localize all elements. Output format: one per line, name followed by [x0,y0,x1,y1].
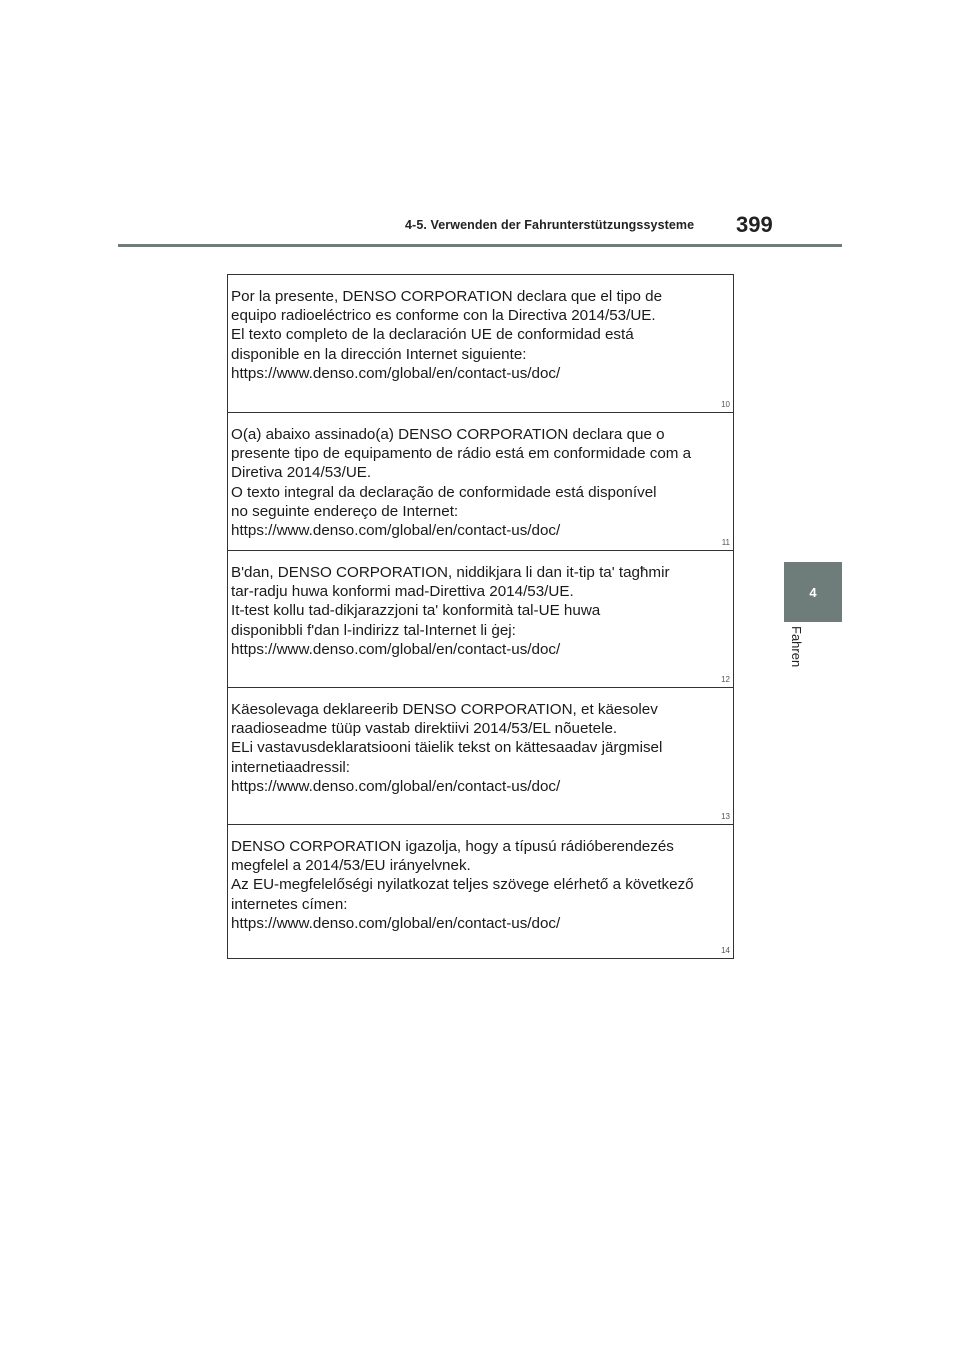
declaration-text: Por la presente, DENSO CORPORATION declara que el tipo de equipo radioeléctrico es conforme con la Directiva 2014/53/UE. El texto completo de la declaración UE de conformidad está disponible en la dirección Internet siguiente: https://www.denso.com/global/en/contact-us/doc/ [231,288,663,382]
declaration-number: 14 [721,946,730,955]
declaration-box-hungarian [228,824,733,958]
declaration-box-portuguese [228,412,733,550]
declaration-number: 13 [721,812,730,821]
declaration-number: 12 [721,675,730,684]
declaration-number: 10 [721,400,730,409]
declaration-box-estonian [228,687,733,824]
declaration-text: O(a) abaixo assinado(a) DENSO CORPORATION declara que o presente tipo de equipamento de rádio está em conformidade com a Diretiva 2014/53/UE. O texto integral da declaração de conformidade está disponível no seguinte endereço de Internet: https://www.denso.com/global/en/contact-us/doc/ [231,426,692,540]
chapter-label: Fahren [789,626,804,668]
header-divider [118,244,842,247]
declaration-box-spanish [228,275,733,412]
declaration-table [227,274,734,959]
chapter-number: 4 [809,584,817,600]
declaration-number: 11 [721,538,730,547]
declaration-text: DENSO CORPORATION igazolja, hogy a típusú rádióberendezés megfelel a 2014/53/EU irányelvnek. Az EU-megfelelőségi nyilatkozat teljes szövege elérhető a következő internetes címen: https://www.denso.com/global/en/contact-us/doc/ [231,838,694,932]
page-number: 399 [736,212,773,237]
declaration-box-maltese [228,550,733,687]
declaration-text: Käesolevaga deklareerib DENSO CORPORATION, et käesolev raadioseadme tüüp vastab direktiivi 2014/53/EL nõuetele. ELi vastavusdeklaratsiooni täielik tekst on kättesaadav järgmisel internetiaadressil: https://www.denso.com/global/en/contact-us/doc/ [231,701,663,795]
chapter-tab[interactable] [784,562,842,622]
declaration-text: B'dan, DENSO CORPORATION, niddikjara li dan it-tip ta' tagħmir tar-radju huwa konformi mad-Direttiva 2014/53/UE. It-test kollu tad-dikjarazzjoni ta' konformità tal-UE huwa disponibbli f'dan l-indirizz tal-Internet li ġej: https://www.denso.com/global/en/contact-us/doc/ [231,564,670,658]
section-title: 4-5. Verwenden der Fahrunterstützungssysteme [405,218,695,232]
